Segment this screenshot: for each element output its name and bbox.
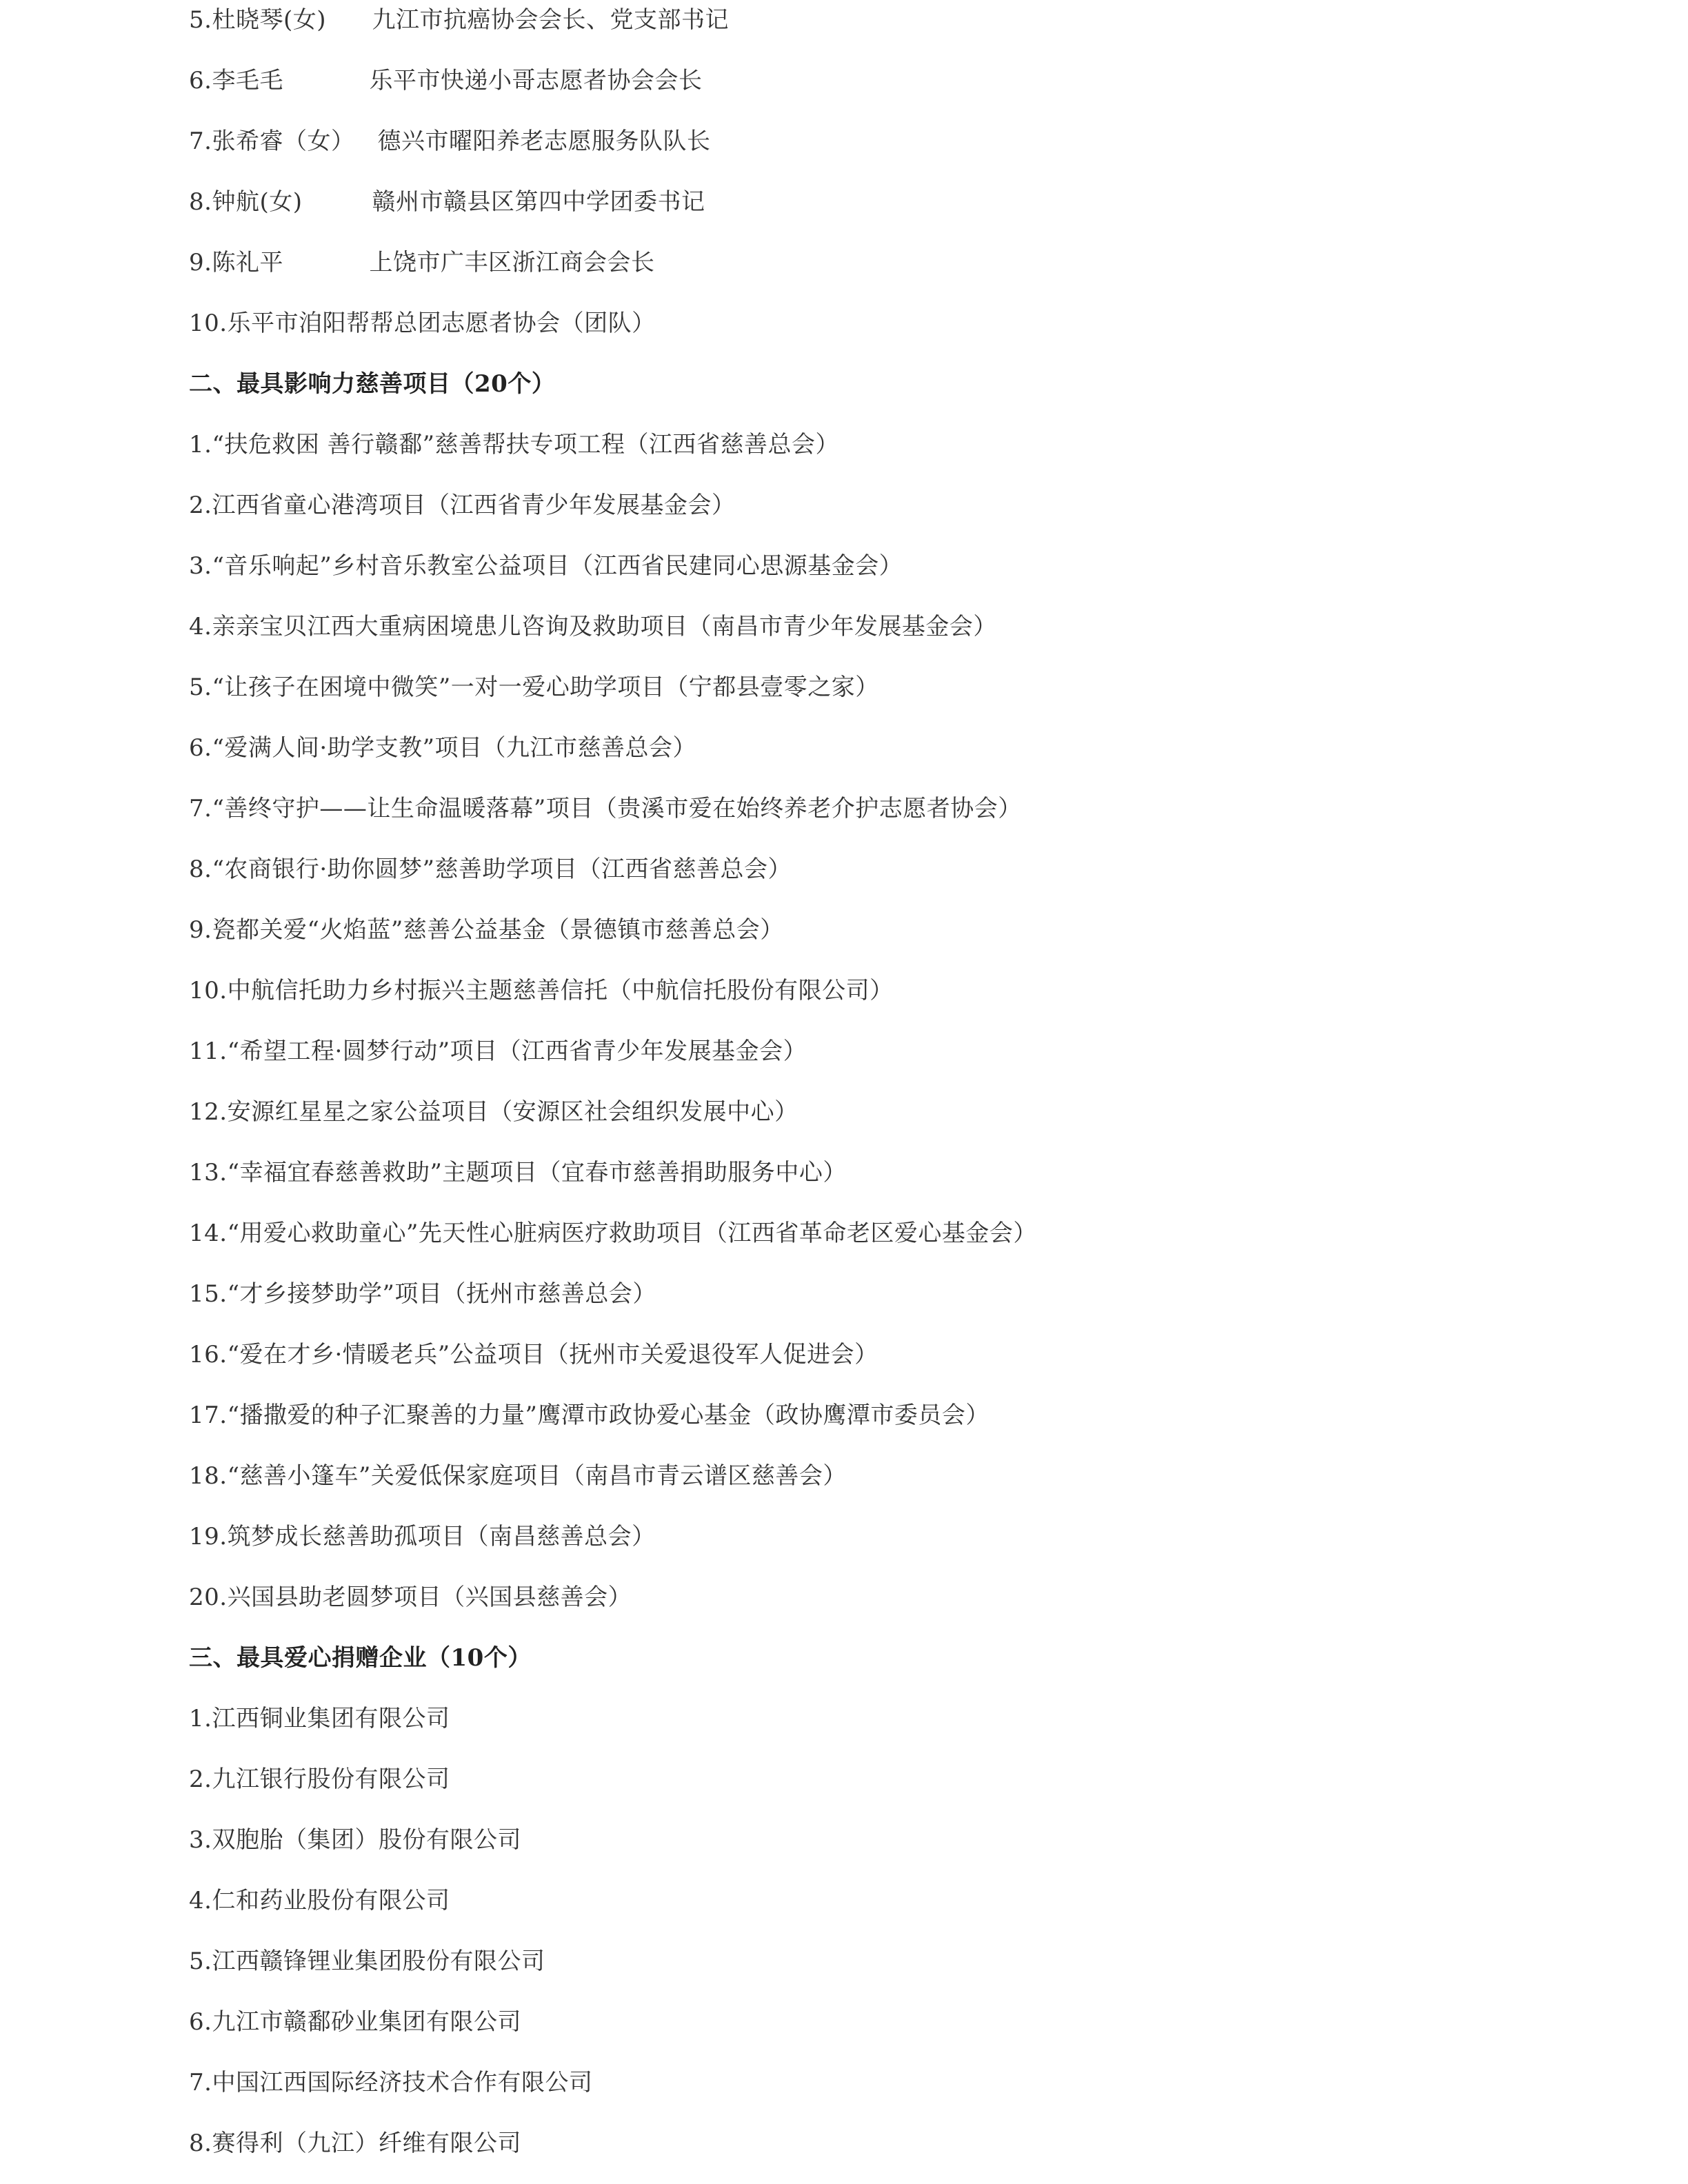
list-item-person-8	[189, 181, 1637, 241]
list-item-project: 14.“用爱心救助童心”先天性心脏病医疗救助项目（江西省革命老区爱心基金会）	[189, 1220, 1037, 1247]
list-item-project: 11.“希望工程·圆梦行动”项目（江西省青少年发展基金会）	[189, 1038, 807, 1065]
list-item-enterprise: 5.江西赣锋锂业集团股份有限公司	[189, 1948, 545, 1975]
person-name: 钟航(女)	[212, 188, 303, 216]
item-number: 8.	[189, 188, 212, 216]
list-item-project: 7.“善终守护——让生命温暖落幕”项目（贵溪市爱在始终养老介护志愿者协会）	[189, 795, 1022, 822]
section-heading-projects: 二、最具影响力慈善项目（20个）	[189, 370, 556, 398]
person-name: 杜晓琴(女)	[212, 6, 326, 34]
list-item-enterprise: 2.九江银行股份有限公司	[189, 1766, 450, 1793]
list-item-project: 2.江西省童心港湾项目（江西省青少年发展基金会）	[189, 492, 736, 519]
person-title: 九江市抗癌协会会长、党支部书记	[372, 6, 729, 34]
person-title: 赣州市赣县区第四中学团委书记	[372, 188, 705, 216]
list-item-project: 13.“幸福宜春慈善救助”主题项目（宜春市慈善捐助服务中心）	[189, 1159, 847, 1186]
list-item-project: 3.“音乐响起”乡村音乐教室公益项目（江西省民建同心思源基金会）	[189, 552, 903, 580]
item-number: 9.	[189, 249, 212, 276]
person-name: 张希睿（女）	[212, 128, 355, 155]
list-item-project: 18.“慈善小篷车”关爱低保家庭项目（南昌市青云谱区慈善会）	[189, 1462, 847, 1490]
list-item-project: 19.筑梦成长慈善助孤项目（南昌慈善总会）	[189, 1523, 656, 1550]
list-item-project: 16.“爱在才乡·情暖老兵”公益项目（抚州市关爱退役军人促进会）	[189, 1341, 878, 1368]
enterprise-list	[189, 1697, 1637, 2183]
list-item-person-5	[189, 0, 1637, 59]
item-number: 7.	[189, 128, 212, 155]
list-item-project: 9.瓷都关爱“火焰蓝”慈善公益基金（景德镇市慈善总会）	[189, 916, 784, 944]
list-item-person-7	[189, 120, 1637, 181]
list-item-enterprise: 4.仁和药业股份有限公司	[189, 1887, 450, 1914]
list-item-project: 5.“让孩子在困境中微笑”一对一爱心助学项目（宁都县壹零之家）	[189, 674, 879, 701]
list-item-enterprise: 8.赛得利（九江）纤维有限公司	[189, 2130, 521, 2157]
person-name: 李毛毛	[212, 67, 283, 94]
item-number: 6.	[189, 67, 212, 94]
person-title: 德兴市曜阳养老志愿服务队队长	[377, 128, 711, 155]
list-item-enterprise: 3.双胞胎（集团）股份有限公司	[189, 1826, 521, 1854]
list-item-project: 10.中航信托助力乡村振兴主题慈善信托（中航信托股份有限公司）	[189, 977, 894, 1004]
person-title: 乐平市快递小哥志愿者协会会长	[369, 67, 703, 94]
list-item-enterprise: 6.九江市赣鄱砂业集团有限公司	[189, 2008, 521, 2036]
list-item-project: 15.“才乡接梦助学”项目（抚州市慈善总会）	[189, 1280, 656, 1308]
list-item-project: 17.“播撒爱的种子汇聚善的力量”鹰潭市政协爱心基金（政协鹰潭市委员会）	[189, 1402, 989, 1429]
list-item-project: 6.“爱满人间·助学支教”项目（九江市慈善总会）	[189, 734, 697, 762]
list-item-enterprise: 1.江西铜业集团有限公司	[189, 1705, 450, 1732]
section-heading-enterprises: 三、最具爱心捐赠企业（10个）	[189, 1644, 532, 1672]
document-page	[189, 0, 1637, 2183]
project-list	[189, 423, 1637, 1637]
list-item-project: 1.“扶危救困 善行赣鄱”慈善帮扶专项工程（江西省慈善总会）	[189, 431, 840, 458]
list-item-project: 8.“农商银行·助你圆梦”慈善助学项目（江西省慈善总会）	[189, 856, 792, 883]
list-item-enterprise: 7.中国江西国际经济技术合作有限公司	[189, 2069, 593, 2096]
list-item-project: 4.亲亲宝贝江西大重病困境患儿咨询及救助项目（南昌市青少年发展基金会）	[189, 613, 997, 640]
list-item-person-6	[189, 59, 1637, 120]
item-number: 5.	[189, 6, 212, 34]
list-item-project: 12.安源红星星之家公益项目（安源区社会组织发展中心）	[189, 1098, 798, 1126]
person-title: 上饶市广丰区浙江商会会长	[369, 249, 655, 276]
list-item-team: 10.乐平市洎阳帮帮总团志愿者协会（团队）	[189, 310, 656, 337]
list-item-project: 20.兴国县助老圆梦项目（兴国县慈善会）	[189, 1584, 632, 1611]
list-item-person-9	[189, 241, 1637, 302]
person-name: 陈礼平	[212, 249, 283, 276]
